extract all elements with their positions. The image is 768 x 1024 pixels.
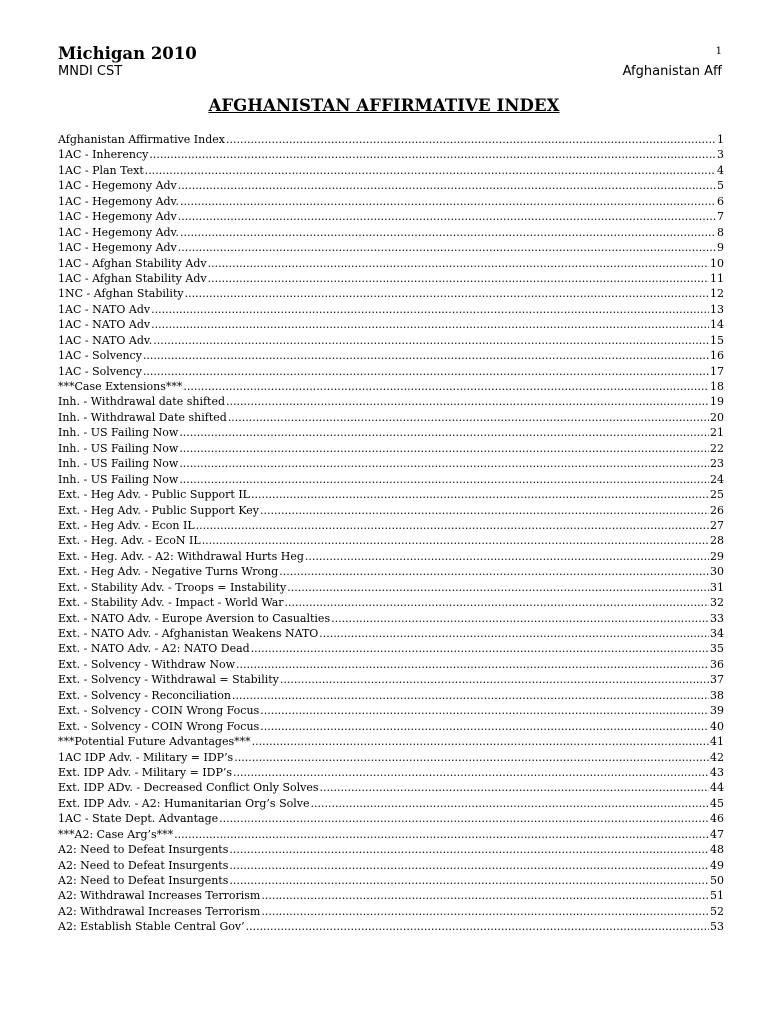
toc-entry[interactable] <box>58 441 724 456</box>
toc-entry[interactable] <box>58 842 724 857</box>
toc-entry-page: 37 <box>710 673 724 687</box>
toc-entry[interactable] <box>58 641 724 656</box>
toc-entry[interactable] <box>58 750 724 765</box>
toc-entry[interactable] <box>58 209 724 224</box>
toc-dot-leader <box>179 456 709 471</box>
toc-entry[interactable] <box>58 703 724 718</box>
toc-entry-page: 16 <box>710 349 724 363</box>
toc-dot-leader <box>185 286 709 301</box>
toc-entry-label: ***Potential Future Advantages*** <box>58 735 251 749</box>
toc-entry-label: 1AC - Solvency <box>58 364 142 378</box>
toc-dot-leader <box>143 348 709 363</box>
toc-entry-label: A2: Need to Defeat Insurgents <box>58 843 229 857</box>
toc-entry-label: Ext. - Solvency - COIN Wrong Focus <box>58 704 260 718</box>
toc-entry-page: 52 <box>710 904 724 918</box>
toc-entry-label: 1AC - Inherency <box>58 148 149 162</box>
toc-entry-label: 1AC - Plan Text <box>58 163 144 177</box>
toc-entry-page: 31 <box>710 580 724 594</box>
toc-dot-leader <box>202 533 709 548</box>
toc-entry[interactable] <box>58 394 724 409</box>
toc-entry[interactable] <box>58 533 724 548</box>
toc-entry[interactable] <box>58 225 724 240</box>
toc-entry-label: Afghanistan Affirmative Index <box>58 133 225 146</box>
toc-entry[interactable] <box>58 333 724 348</box>
toc-entry-page: 20 <box>710 410 724 424</box>
toc-dot-leader <box>179 425 709 440</box>
toc-entry-page: 47 <box>710 827 724 841</box>
toc-entry[interactable] <box>58 780 724 795</box>
toc-entry[interactable] <box>58 286 724 301</box>
toc-entry[interactable] <box>58 919 724 934</box>
toc-dot-leader <box>178 240 716 255</box>
toc-dot-leader <box>229 858 709 873</box>
toc-entry-page: 8 <box>717 225 724 239</box>
toc-entry-label: 1AC - NATO Adv <box>58 302 151 316</box>
toc-entry-page: 38 <box>710 688 724 702</box>
toc-entry-page: 36 <box>710 657 724 671</box>
toc-dot-leader <box>228 410 709 425</box>
toc-dot-leader <box>234 750 709 765</box>
toc-entry[interactable] <box>58 796 724 811</box>
toc-entry-label: Ext. - NATO Adv. - Afghanistan Weakens NATO <box>58 627 319 640</box>
toc-entry[interactable] <box>58 379 724 394</box>
toc-entry-label: 1AC - Hegemony Adv <box>58 179 177 193</box>
toc-dot-leader <box>183 379 709 394</box>
toc-dot-leader <box>260 503 709 518</box>
toc-entry[interactable] <box>58 132 724 147</box>
toc-entry[interactable] <box>58 348 724 363</box>
toc-entry[interactable] <box>58 657 724 672</box>
toc-dot-leader <box>208 271 709 286</box>
toc-entry[interactable] <box>58 719 724 734</box>
toc-dot-leader <box>179 472 709 487</box>
toc-entry[interactable] <box>58 626 724 641</box>
toc-entry[interactable] <box>58 240 724 255</box>
toc-entry-page: 50 <box>710 874 724 887</box>
toc-dot-leader <box>226 394 709 409</box>
toc-dot-leader <box>179 441 709 456</box>
toc-entry[interactable] <box>58 487 724 502</box>
toc-dot-leader <box>280 672 709 687</box>
toc-entry-label: 1AC - NATO Adv. <box>58 333 153 347</box>
toc-entry[interactable] <box>58 472 724 487</box>
toc-dot-leader <box>285 595 709 610</box>
toc-dot-leader <box>261 904 709 919</box>
toc-entry-label: Inh. - US Failing Now <box>58 426 179 440</box>
toc-entry-label: Ext. - Heg Adv. - Negative Turns Wrong <box>58 565 279 579</box>
toc-dot-leader <box>143 364 709 379</box>
toc-dot-leader <box>151 302 709 317</box>
toc-entry-page: 30 <box>710 565 724 579</box>
toc-entry-page: 41 <box>710 735 724 749</box>
toc-dot-leader <box>151 317 709 332</box>
toc-entry-label: Ext. - Solvency - Withdrawal = Stability <box>58 673 279 687</box>
toc-entry-page: 53 <box>710 920 724 934</box>
toc-entry-page: 23 <box>710 457 724 471</box>
toc-entry[interactable] <box>58 147 724 162</box>
toc-entry-page: 28 <box>710 534 724 548</box>
toc-entry-label: Ext. IDP ADv. - Decreased Conflict Only Solves <box>58 781 319 795</box>
toc-entry-label: ***A2: Case Arg’s*** <box>58 827 174 841</box>
toc-dot-leader <box>219 811 709 826</box>
toc-entry-page: 22 <box>710 441 724 455</box>
table-of-contents <box>58 132 724 935</box>
toc-entry[interactable] <box>58 811 724 826</box>
toc-entry-page: 24 <box>710 472 724 486</box>
toc-entry-label: Ext. - Stability Adv. - Impact - World War <box>58 596 284 610</box>
toc-dot-leader <box>246 919 709 934</box>
toc-entry[interactable] <box>58 611 724 626</box>
toc-entry-label: Ext. - Solvency - Withdraw Now <box>58 657 235 671</box>
toc-dot-leader <box>208 256 709 271</box>
toc-entry-page: 26 <box>710 503 724 517</box>
toc-dot-leader <box>180 225 716 240</box>
toc-entry-label: Ext. - NATO Adv. - A2: NATO Dead <box>58 642 250 656</box>
toc-entry-page: 9 <box>717 241 724 255</box>
toc-entry-label: Inh. - US Failing Now <box>58 472 179 486</box>
toc-entry-page: 35 <box>710 642 724 656</box>
toc-dot-leader <box>287 580 709 595</box>
toc-dot-leader <box>310 796 709 811</box>
toc-entry-label: 1AC - Hegemony Adv <box>58 210 177 224</box>
toc-entry[interactable] <box>58 194 724 209</box>
toc-entry-page: 25 <box>710 488 724 502</box>
toc-entry-page: 17 <box>710 364 724 378</box>
toc-entry-label: 1AC - Afghan Stability Adv <box>58 256 207 270</box>
toc-entry-label: 1AC - Hegemony Adv. <box>58 194 179 208</box>
toc-entry[interactable] <box>58 317 724 332</box>
toc-dot-leader <box>226 132 716 147</box>
toc-entry-label: Ext. - Heg Adv. - Public Support Key <box>58 503 259 517</box>
toc-entry-label: Ext. - Heg. Adv. - A2: Withdrawal Hurts Heg <box>58 549 304 563</box>
toc-entry[interactable] <box>58 410 724 425</box>
toc-entry-page: 18 <box>710 380 724 393</box>
toc-entry[interactable] <box>58 688 724 703</box>
toc-entry-label: Ext. - Heg Adv. - Public Support IL <box>58 488 250 502</box>
toc-dot-leader <box>233 765 709 780</box>
header-subtitle: MNDI CST <box>58 64 123 79</box>
toc-dot-leader <box>252 734 709 749</box>
toc-entry-page: 5 <box>717 179 724 193</box>
toc-entry[interactable] <box>58 564 724 579</box>
toc-entry[interactable] <box>58 425 724 440</box>
toc-entry-page: 46 <box>710 812 724 826</box>
toc-entry[interactable] <box>58 765 724 780</box>
toc-entry-page: 48 <box>710 843 724 857</box>
toc-entry[interactable] <box>58 271 724 286</box>
toc-entry-label: Inh. - Withdrawal Date shifted <box>58 410 227 424</box>
toc-dot-leader <box>279 564 709 579</box>
toc-entry-label: Ext. IDP Adv. - A2: Humanitarian Org’s Solve <box>58 796 310 810</box>
toc-entry-page: 10 <box>710 256 724 270</box>
toc-dot-leader <box>145 163 716 178</box>
toc-entry-page: 13 <box>710 302 724 316</box>
index-title: AFGHANISTAN AFFIRMATIVE INDEX <box>208 96 560 115</box>
toc-dot-leader <box>149 147 716 162</box>
toc-dot-leader <box>331 611 709 626</box>
toc-dot-leader <box>196 518 709 533</box>
toc-entry-page: 19 <box>710 395 724 409</box>
toc-entry-page: 3 <box>717 148 724 162</box>
toc-entry-label: 1AC - Hegemony Adv <box>58 241 177 255</box>
toc-entry-page: 4 <box>717 163 724 177</box>
toc-dot-leader <box>178 209 716 224</box>
toc-entry-label: Inh. - Withdrawal date shifted <box>58 395 226 409</box>
toc-dot-leader <box>178 178 716 193</box>
toc-dot-leader <box>236 657 709 672</box>
toc-entry-label: Ext. - Heg Adv. - Econ IL <box>58 518 195 532</box>
toc-dot-leader <box>260 719 709 734</box>
toc-entry-label: 1NC - Afghan Stability <box>58 287 184 301</box>
toc-entry[interactable] <box>58 549 724 564</box>
toc-dot-leader <box>174 827 709 842</box>
document-name: Afghanistan Aff <box>622 64 722 79</box>
header-left <box>58 44 197 80</box>
toc-entry-label: Inh. - US Failing Now <box>58 457 179 471</box>
toc-entry-label: 1AC - NATO Adv <box>58 318 151 332</box>
toc-entry-page: 33 <box>710 611 724 625</box>
toc-entry[interactable] <box>58 904 724 919</box>
toc-entry-label: Inh. - US Failing Now <box>58 441 179 455</box>
toc-entry[interactable] <box>58 827 724 842</box>
toc-entry-page: 1 <box>717 133 724 146</box>
toc-entry-page: 14 <box>710 318 724 332</box>
toc-dot-leader <box>320 780 709 795</box>
toc-entry-label: 1AC - Solvency <box>58 349 142 363</box>
toc-entry[interactable] <box>58 456 724 471</box>
header-title: Michigan 2010 <box>58 44 197 63</box>
toc-dot-leader <box>261 888 709 903</box>
toc-entry[interactable] <box>58 873 724 888</box>
toc-entry[interactable] <box>58 163 724 178</box>
toc-entry-label: 1AC IDP Adv. - Military = IDP’s <box>58 750 234 764</box>
toc-entry-page: 6 <box>717 194 724 208</box>
toc-entry-page: 39 <box>710 704 724 718</box>
toc-entry-page: 21 <box>710 426 724 440</box>
toc-entry-page: 34 <box>710 627 724 640</box>
toc-entry-label: 1AC - State Dept. Advantage <box>58 812 219 826</box>
toc-entry-label: A2: Need to Defeat Insurgents <box>58 874 229 887</box>
toc-dot-leader <box>229 842 709 857</box>
toc-dot-leader <box>251 641 709 656</box>
page-number: 1 <box>715 46 722 57</box>
toc-entry[interactable] <box>58 503 724 518</box>
toc-entry-label: Ext. IDP Adv. - Military = IDP’s <box>58 765 232 779</box>
toc-entry[interactable] <box>58 888 724 903</box>
toc-entry-page: 12 <box>710 287 724 301</box>
toc-entry-label: A2: Withdrawal Increases Terrorism <box>58 904 261 918</box>
toc-entry[interactable] <box>58 858 724 873</box>
toc-entry[interactable] <box>58 302 724 317</box>
toc-entry-label: Ext. - NATO Adv. - Europe Aversion to Casualties <box>58 611 331 625</box>
toc-entry[interactable] <box>58 595 724 610</box>
toc-entry-page: 49 <box>710 858 724 872</box>
toc-entry-label: A2: Establish Stable Central Gov’ <box>58 920 245 934</box>
toc-dot-leader <box>180 194 716 209</box>
toc-dot-leader <box>232 688 709 703</box>
toc-entry-label: 1AC - Hegemony Adv. <box>58 225 179 239</box>
toc-dot-leader <box>319 626 709 641</box>
toc-entry-page: 29 <box>710 549 724 563</box>
toc-dot-leader <box>153 333 709 348</box>
toc-entry-page: 45 <box>710 796 724 810</box>
toc-entry[interactable] <box>58 672 724 687</box>
toc-entry-page: 7 <box>717 210 724 224</box>
toc-entry-page: 11 <box>710 271 724 285</box>
toc-entry-label: Ext. - Stability Adv. - Troops = Instability <box>58 580 287 594</box>
toc-entry-page: 40 <box>710 719 724 733</box>
toc-entry[interactable] <box>58 178 724 193</box>
toc-entry-label: ***Case Extensions*** <box>58 380 183 393</box>
toc-entry-label: A2: Need to Defeat Insurgents <box>58 858 229 872</box>
toc-entry[interactable] <box>58 364 724 379</box>
toc-entry-page: 27 <box>710 518 724 532</box>
toc-entry-page: 44 <box>710 781 724 795</box>
toc-entry-label: A2: Withdrawal Increases Terrorism <box>58 889 261 903</box>
toc-entry-label: 1AC - Afghan Stability Adv <box>58 271 207 285</box>
toc-entry-label: Ext. - Solvency - Reconciliation <box>58 688 232 702</box>
toc-entry[interactable] <box>58 580 724 595</box>
toc-entry-page: 32 <box>710 596 724 610</box>
toc-entry[interactable] <box>58 518 724 533</box>
toc-entry-page: 43 <box>710 765 724 779</box>
toc-dot-leader <box>260 703 709 718</box>
toc-entry-label: Ext. - Solvency - COIN Wrong Focus <box>58 719 260 733</box>
toc-dot-leader <box>251 487 709 502</box>
toc-entry-page: 51 <box>710 889 724 903</box>
toc-entry[interactable] <box>58 256 724 271</box>
toc-entry-label: Ext. - Heg. Adv. - EcoN IL <box>58 534 201 548</box>
toc-dot-leader <box>229 873 709 888</box>
toc-dot-leader <box>305 549 709 564</box>
toc-entry-page: 15 <box>710 333 724 347</box>
toc-entry-page: 42 <box>710 750 724 764</box>
toc-entry[interactable] <box>58 734 724 749</box>
